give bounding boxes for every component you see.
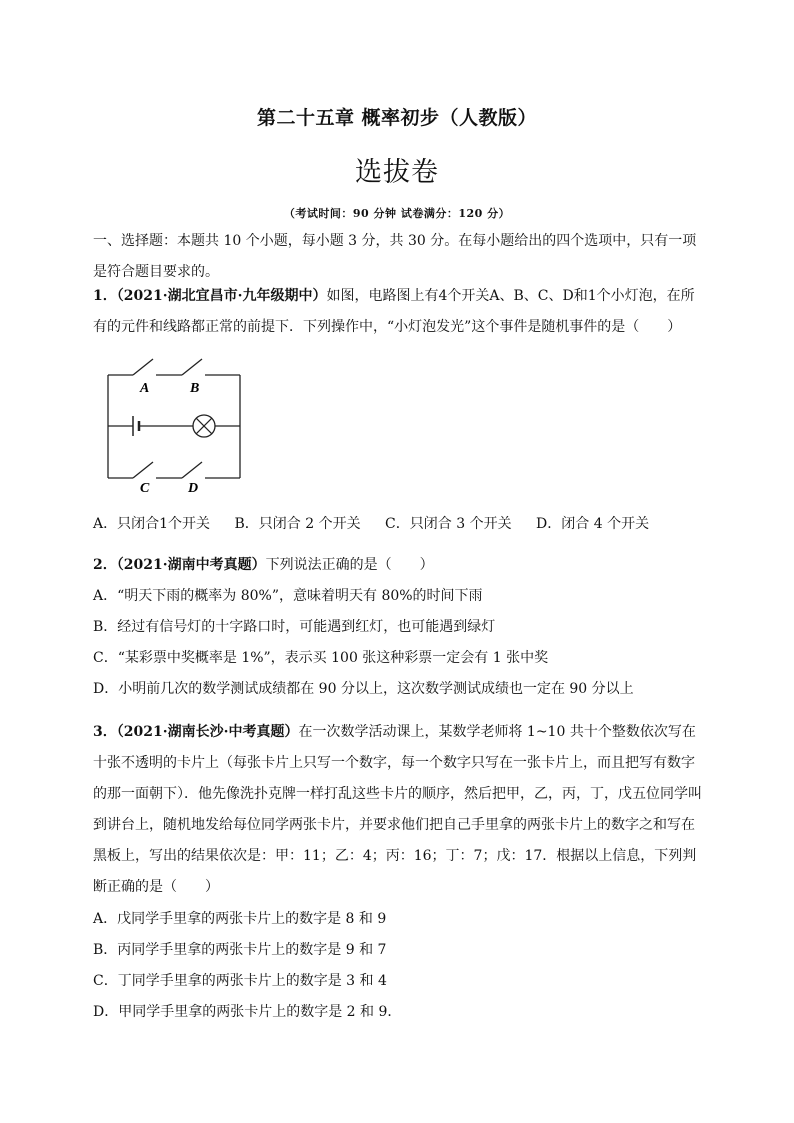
exam-info: （考试时间：90 分钟 试卷满分：120 分）: [283, 207, 511, 220]
label-c: C: [140, 481, 150, 496]
question-2: [93, 550, 708, 581]
section-heading-text: 一、选择题：本题共 10 个小题，每小题 3 分，共 30 分。在每小题给出的四个选项中，只有一项是符合题目要求的。: [93, 233, 697, 280]
option-b: B．经过有信号灯的十字路口时，可能遇到红灯，也可能遇到绿灯: [93, 619, 496, 635]
section-heading: [93, 226, 708, 288]
question-stem: 如图，电路图上有4个开关A、B、C、D和1个小灯泡，在所有的元件和线路都正常的前提下．下列操作中，“小灯泡发光”这个事件是随机事件的是（ ）: [93, 288, 695, 335]
option-a: A．戊同学手里拿的两张卡片上的数字是 8 和 9: [93, 911, 387, 927]
circuit-diagram: [100, 350, 250, 500]
question-1: [93, 281, 708, 343]
option-c: C．丁同学手里拿的两张卡片上的数字是 3 和 4: [93, 973, 387, 989]
option-c: C．“某彩票中奖概率是 1%”，表示买 100 张这种彩票一定会有 1 张中奖: [93, 650, 549, 666]
question-1-options: [93, 514, 669, 534]
option-b: B．只闭合 2 个开关: [234, 516, 361, 532]
label-b: B: [190, 381, 200, 396]
question-source: （2021·湖南长沙·中考真题）: [116, 724, 299, 740]
option-a: A．只闭合1个开关: [93, 516, 211, 532]
switch-b: [182, 359, 202, 375]
label-d: D: [188, 481, 199, 496]
option-d: D．甲同学手里拿的两张卡片上的数字是 2 和 9．: [93, 1004, 402, 1020]
page-subtitle: 选拔卷: [355, 157, 439, 188]
page-title: 第二十五章 概率初步（人教版）: [256, 107, 538, 129]
option-d: D．闭合 4 个开关: [536, 516, 650, 532]
question-number: 1．: [93, 288, 117, 304]
question-source: （2021·湖北宜昌市·九年级期中）: [116, 288, 327, 304]
option-a: A．“明天下雨的概率为 80%”，意味着明天有 80%的时间下雨: [93, 588, 483, 604]
question-3: [93, 717, 708, 903]
question-number: 3．: [93, 724, 117, 740]
option-d: D．小明前几次的数学测试成绩都在 90 分以上，这次数学测试成绩也一定在 90 分以上: [93, 681, 634, 697]
option-c: C．只闭合 3 个开关: [385, 516, 512, 532]
question-source: （2021·湖南中考真题）: [116, 557, 266, 573]
switch-c: [133, 462, 153, 478]
label-a: A: [140, 381, 150, 396]
question-stem: 在一次数学活动课上，某数学老师将 1~10 共十个整数依次写在十张不透明的卡片上（每张卡片上只写一个数字，每一个数字只写在一张卡片上，而且把写有数字的那一面朝下）．他先像洗扑克牌一样打乱这些卡片的顺序，然后把甲，乙，丙，丁，戊五位同学叫到讲台上，随机地发给每位同学两张卡片，并要求他们把自己手里拿的两张卡片上的数字之和写在黑板上，写出的结果依次是：甲：11；乙：4；丙：16；丁：7；戊：17．根据以上信息，下列判断正确的是（ ）: [93, 724, 702, 895]
switch-d: [182, 462, 202, 478]
switch-a: [133, 359, 153, 375]
question-number: 2．: [93, 557, 117, 573]
question-stem: 下列说法正确的是（ ）: [265, 557, 434, 573]
option-b: B．丙同学手里拿的两张卡片上的数字是 9 和 7: [93, 942, 387, 958]
